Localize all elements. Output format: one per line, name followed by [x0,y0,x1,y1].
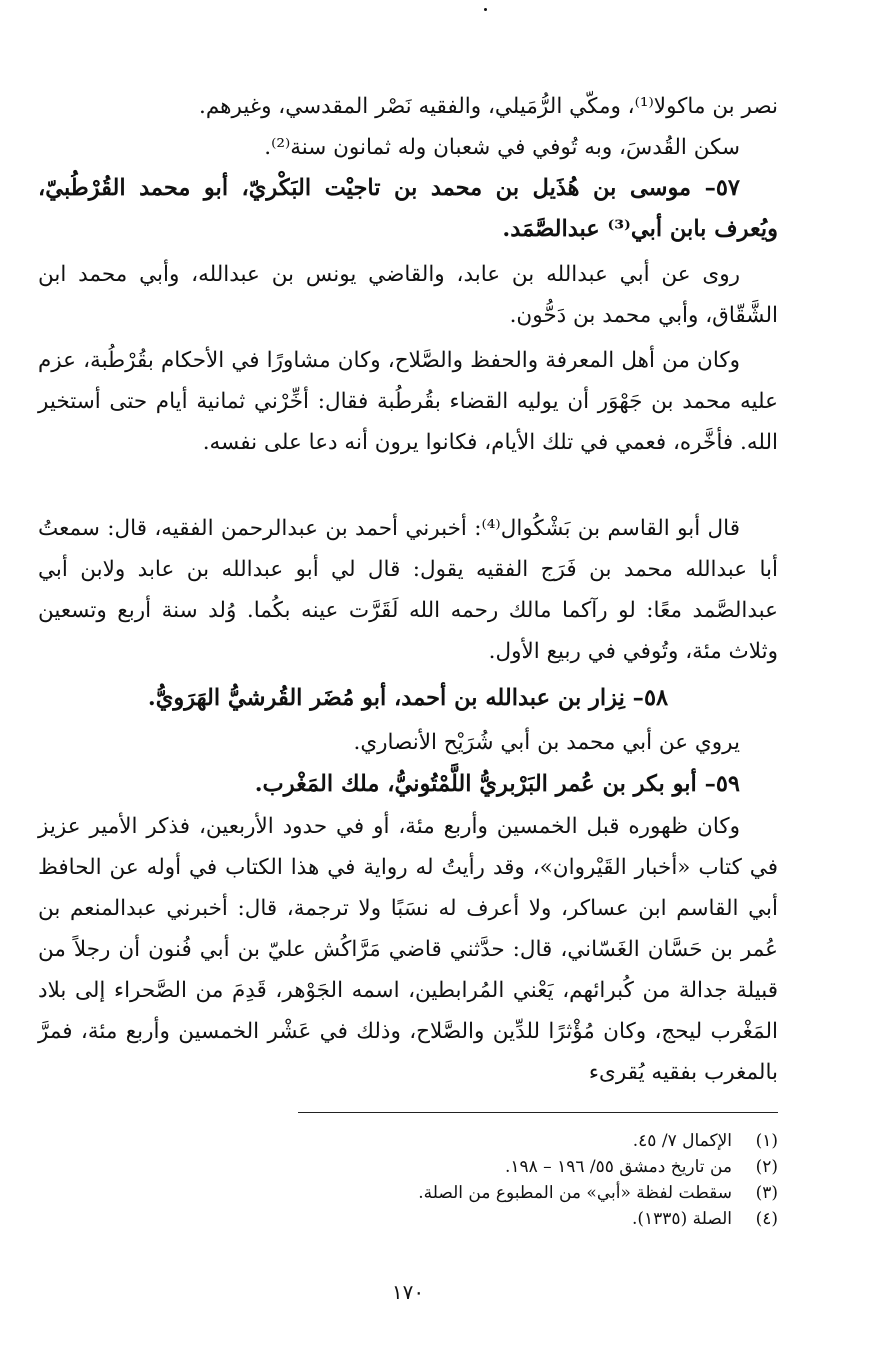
footnote-text: الصلة (١٣٣٥). [631,1209,732,1229]
footnotes [38,1128,778,1232]
footnote-text: سقطت لفظة «أبي» من المطبوع من الصلة. [418,1183,732,1203]
footnote-separator [298,1112,778,1113]
paragraph: يروي عن أبي محمد بن أبي شُرَيْح الأنصاري. [353,730,740,755]
paragraph: قال أبو القاسم بن بَشْكُوال⁽⁴⁾: أخبرني أحمد بن عبدالرحمن الفقيه، قال: سمعتُ أبا عبدالله محمد بن فَرَج الفقيه يقول: قال لي أبو عبدالله بن عابد ولابن أبي عبدالصَّمد معًا: لو رآكما مالك رحمه الله لَقَرَّت عينه بكُما. وُلد سنة أربع وتسعين وثلاث مئة، وتُوفي في ربيع الأول. [38,516,778,664]
footnote-number: (٣) [755,1183,778,1203]
book-page [38,0,778,1363]
footnote [38,1206,778,1232]
paragraph: سكن القُدسَ، وبه تُوفي في شعبان وله ثمانون سنة⁽²⁾. [264,135,740,160]
entry-heading-58: ٥٨– نِزار بن عبدالله بن أحمد، أبو مُضَر القُرشيُّ الهَرَويُّ. [147,685,669,711]
footnote [38,1128,778,1154]
footnote-text: من تاريخ دمشق ٥٥/ ١٩٦ – ١٩٨. [504,1157,732,1177]
entry-heading-57: ٥٧– موسى بن هُذَيل بن محمد بن تاجيْت البَكْريّ، أبو محمد القُرْطُبيّ، ويُعرف بابن أبي⁽³⁾ عبدالصَّمَد. [38,175,778,242]
footnote [38,1180,778,1206]
page-number: ١٧٠ [391,1280,425,1304]
entry-heading-59: ٥٩– أبو بكر بن عُمر البَرْبريُّ اللَّمْتُونيُّ، ملك المَغْرب. [254,771,740,797]
footnote [38,1154,778,1180]
page-mark [484,8,487,11]
paragraph: روى عن أبي عبدالله بن عابد، والقاضي يونس بن عبدالله، وأبي محمد ابن الشَّقّاق، وأبي محمد بن دَحُّون. [38,262,778,328]
footnote-number: (١) [755,1131,778,1151]
paragraph: وكان من أهل المعرفة والحفظ والصَّلاح، وكان مشاورًا في الأحكام بقُرْطُبة، عزم عليه محمد بن جَهْوَر أن يوليه القضاء بقُرطُبة فقال: أخِّرْني ثمانية أيام حتى أستخير الله. فأخَّره، فعمي في تلك الأيام، فكانوا يرون أنه دعا على نفسه. [38,348,778,455]
footnote-number: (٤) [755,1209,778,1229]
footnote-text: الإكمال ٧/ ٤٥. [632,1131,732,1151]
paragraph: نصر بن ماكولا⁽¹⁾، ومكّي الرُّمَيلي، والفقيه نَصْر المقدسي، وغيرهم. [199,94,778,119]
paragraph: وكان ظهوره قبل الخمسين وأربع مئة، أو في حدود الأربعين، فذكر الأمير عزيز في كتاب «أخبار القَيْروان»، وقد رأيتُ له رواية في هذا الكتاب في أوله عن الحافظ أبي القاسم ابن عساكر، ولا أعرف له نسَبًا ولا ترجمة، قال: أخبرني عبدالمنعم بن عُمر بن حَسَّان الغَسّاني، قال: حدَّثني قاضي مَرَّاكُش عليّ بن أبي فُنون أن رجلاً من قبيلة جدالة من كُبرائهم، يَعْني المُرابطين، اسمه الجَوْهر، قَدِمَ من الصَّحراء إلى بلاد المَغْرب ليحج، وكان مُؤْثرًا للدِّين والصَّلاح، وذلك في عَشْر الخمسين وأربع مئة، فمرَّ بالمغرب بفقيه يُقرىء [38,814,778,1085]
footnote-number: (٢) [755,1157,778,1177]
